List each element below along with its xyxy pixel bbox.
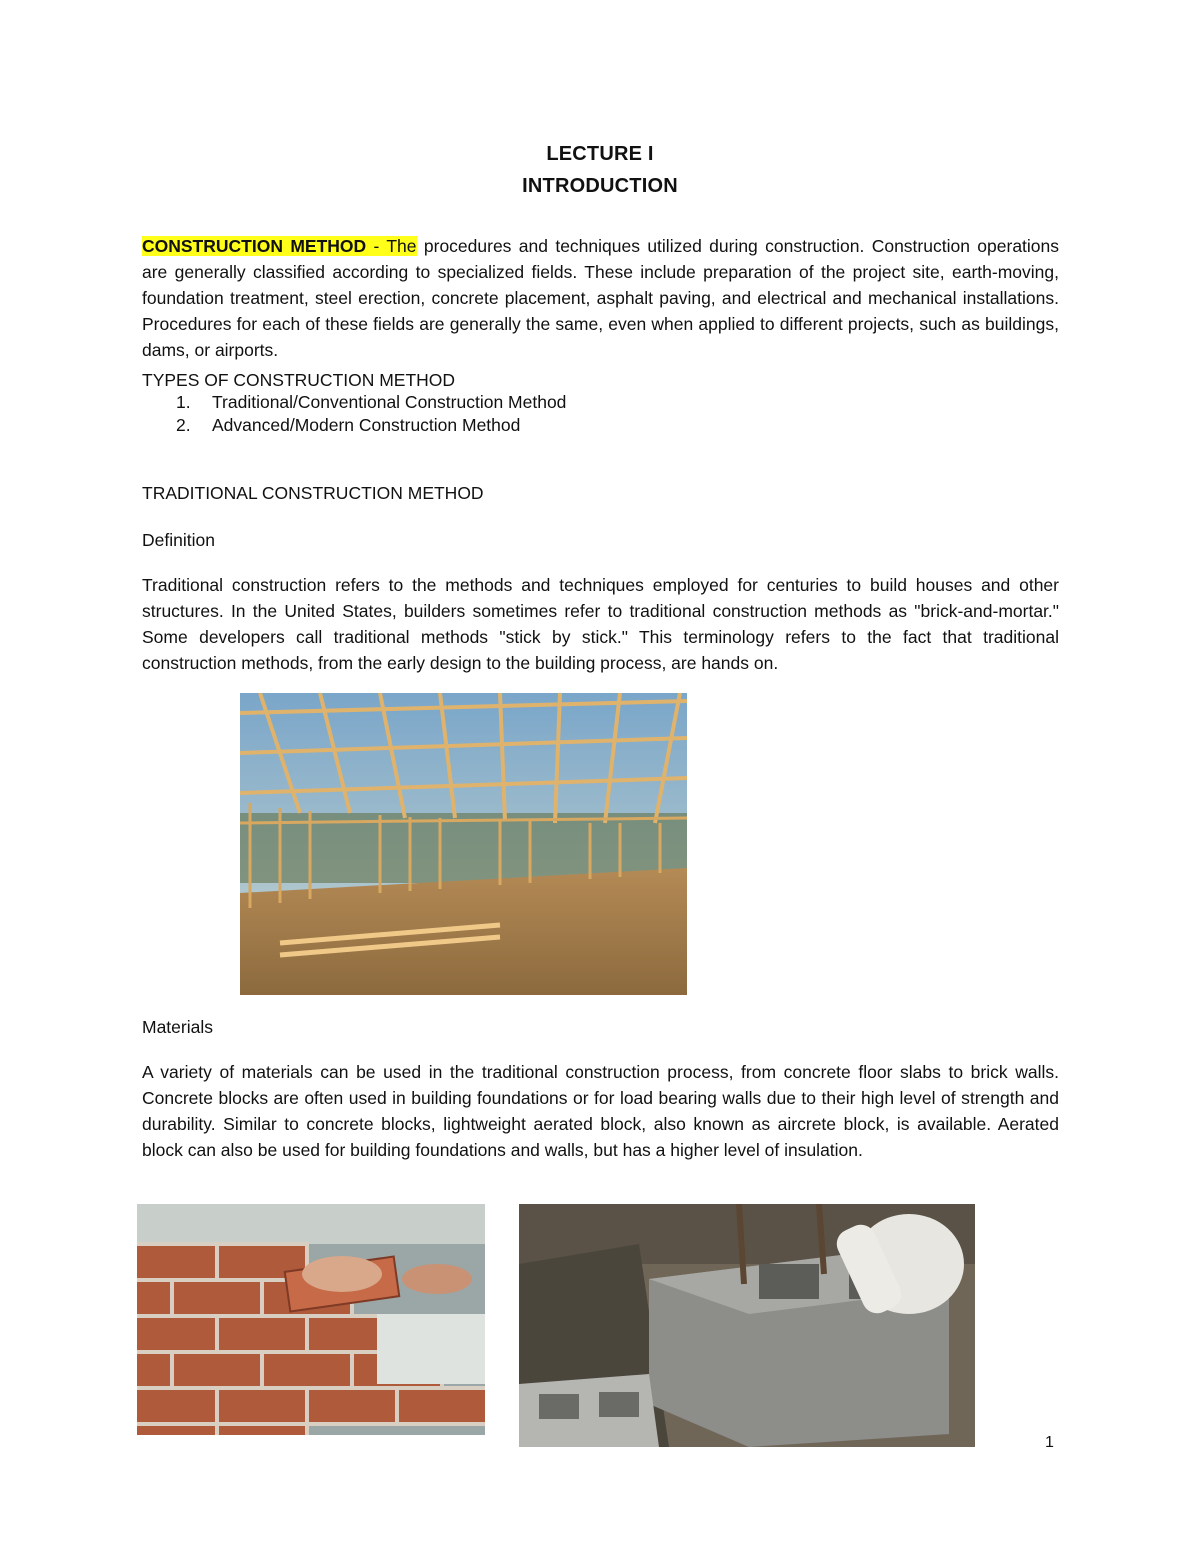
term-dash: - The xyxy=(366,236,417,256)
term-label: CONSTRUCTION METHOD xyxy=(142,236,367,256)
traditional-heading: TRADITIONAL CONSTRUCTION METHOD xyxy=(142,483,484,503)
bricklaying-illustration xyxy=(137,1204,485,1435)
concrete-block-illustration xyxy=(519,1204,975,1447)
page-number: 1 xyxy=(1045,1434,1054,1451)
list-label: Traditional/Conventional Construction Method xyxy=(212,392,567,412)
lecture-number: LECTURE I xyxy=(546,143,654,165)
types-heading: TYPES OF CONSTRUCTION METHOD xyxy=(142,370,456,390)
types-list xyxy=(176,391,566,437)
materials-heading: Materials xyxy=(142,1017,213,1037)
highlighted-term xyxy=(142,236,417,256)
list-number: 2. xyxy=(176,415,191,435)
definition-paragraph: Traditional construction refers to the methods and techniques employed for centuries to build houses and other structures. In the United States, builders sometimes refer to traditional construction methods as "brick-and-mortar." Some developers call traditional methods "stick by stick." This terminology refers to the fact that traditional construction methods, from the early design to the building process, are hands on. xyxy=(142,575,1059,673)
list-item xyxy=(176,414,566,437)
materials-paragraph: A variety of materials can be used in the traditional construction process, from concrete floor slabs to brick walls. Concrete blocks are often used in building foundations or for load bearing walls due to their high level of strength and durability. Similar to concrete blocks, lightweight aerated block, also known as aircrete block, is available. Aerated block can also be used for building foundations and walls, but has a higher level of insulation. xyxy=(142,1062,1059,1160)
timber-frame-illustration xyxy=(240,693,687,995)
concrete-block-photo xyxy=(519,1204,975,1447)
list-item xyxy=(176,391,566,414)
list-label: Advanced/Modern Construction Method xyxy=(212,415,521,435)
timber-frame-photo xyxy=(240,693,687,995)
intro-body: procedures and techniques utilized during construction. Construction operations are generally classified according to specialized fields. These include preparation of the project site, earth-moving, foundation treatment, steel erection, concrete placement, asphalt paving, and electrical and mechanical installations. Procedures for each of these fields are generally the same, even when applied to different projects, such as buildings, dams, or airports. xyxy=(142,236,1060,360)
page-title: INTRODUCTION xyxy=(522,175,678,197)
definition-heading: Definition xyxy=(142,530,215,550)
intro-paragraph xyxy=(142,233,1059,363)
list-number: 1. xyxy=(176,392,191,412)
bricklaying-photo xyxy=(137,1204,485,1435)
